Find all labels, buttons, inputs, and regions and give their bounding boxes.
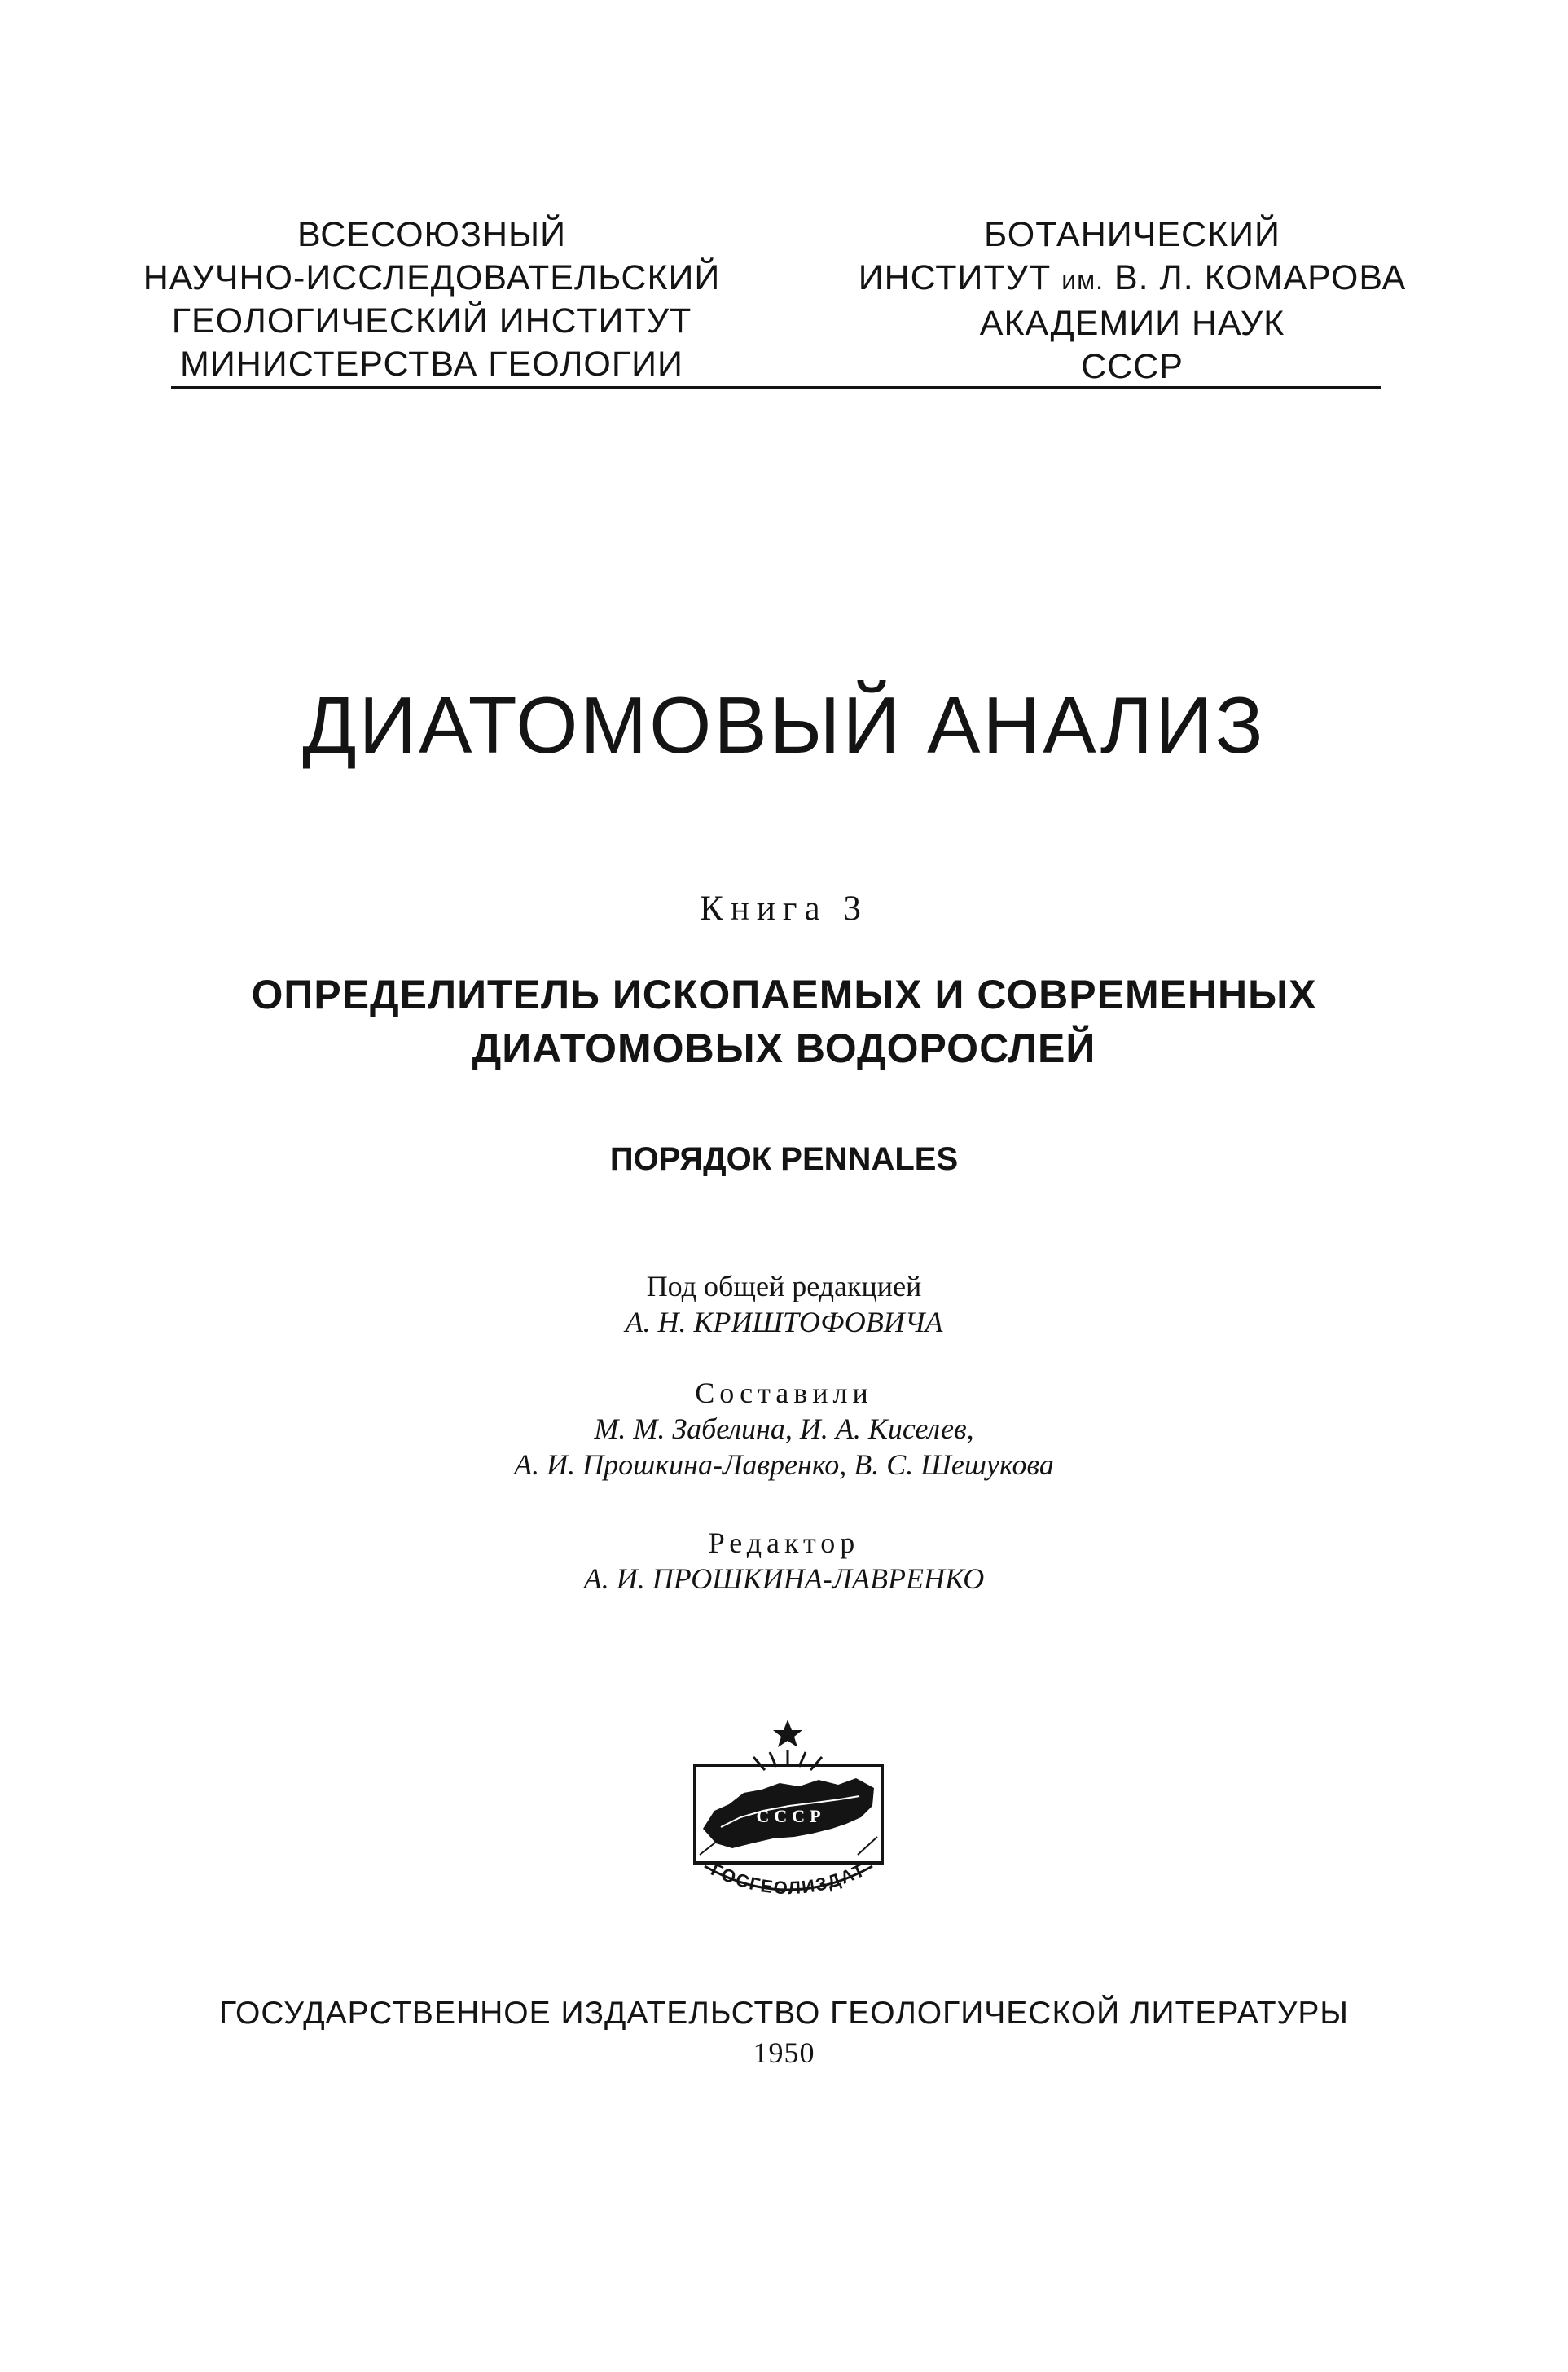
institution-right-text: В. Л. КОМАРОВА xyxy=(1104,258,1407,297)
publication-year: 1950 xyxy=(753,2036,815,2069)
header-divider xyxy=(171,386,1381,389)
institution-left-line: ГЕОЛОГИЧЕСКИЙ ИНСТИТУТ xyxy=(171,301,692,340)
editor xyxy=(0,1525,1568,1597)
institution-right-line: БОТАНИЧЕСКИЙ xyxy=(984,215,1280,254)
institution-left-line: МИНИСТЕРСТВА ГЕОЛОГИИ xyxy=(180,345,683,384)
emblem-map-text: СССР xyxy=(756,1806,826,1826)
institution-right-line: АКАДЕМИИ НАУК xyxy=(979,304,1285,343)
general-editorship-label: Под общей редакцией xyxy=(646,1270,922,1302)
institution-right-line xyxy=(847,257,1417,302)
gosgeolizdat-emblem-icon xyxy=(672,1715,904,1910)
publisher-name: ГОСУДАРСТВЕННОЕ ИЗДАТЕЛЬСТВО ГЕОЛОГИЧЕСКОЙ ЛИТЕРАТУРЫ xyxy=(219,1996,1349,2031)
compilers-names: А. И. Прошкина-Лавренко, В. С. Шешукова xyxy=(514,1448,1054,1481)
order-heading: ПОРЯДОК PENNALES xyxy=(609,1141,959,1177)
subtitle xyxy=(0,968,1568,1075)
publisher-block xyxy=(0,1994,1568,2072)
compilers xyxy=(0,1375,1568,1482)
institution-right-line: СССР xyxy=(1081,347,1184,386)
main-title: ДИАТОМОВЫЙ АНАЛИЗ xyxy=(302,680,1266,770)
editor-name: А. И. ПРОШКИНА-ЛАВРЕНКО xyxy=(583,1562,985,1595)
institution-right-text: ИНСТИТУТ xyxy=(858,258,1062,297)
compilers-names: М. М. Забелина, И. А. Киселев, xyxy=(594,1412,974,1445)
compilers-label: Составили xyxy=(695,1377,873,1409)
general-editorship xyxy=(0,1268,1568,1340)
institution-left xyxy=(138,213,725,386)
institution-right-abbrev: им. xyxy=(1061,266,1105,295)
emblem-banner-text: ГОСГЕОЛИЗДАТ xyxy=(707,1859,869,1899)
institution-left-line: НАУЧНО-ИССЛЕДОВАТЕЛЬСКИЙ xyxy=(143,258,721,297)
editor-label: Редактор xyxy=(708,1526,860,1559)
institution-right xyxy=(847,213,1417,389)
book-number xyxy=(0,888,1568,930)
institution-left-line: ВСЕСОЮЗНЫЙ xyxy=(297,215,566,254)
subtitle-line: ДИАТОМОВЫХ ВОДОРОСЛЕЙ xyxy=(472,1026,1096,1071)
subtitle-line: ОПРЕДЕЛИТЕЛЬ ИСКОПАЕМЫХ И СОВРЕМЕННЫХ xyxy=(251,972,1317,1017)
svg-text:ГОСГЕОЛИЗДАТ xyxy=(708,1859,869,1898)
book-number-text: Книга 3 xyxy=(700,890,868,928)
general-editor-name: А. Н. КРИШТОФОВИЧА xyxy=(625,1306,943,1338)
